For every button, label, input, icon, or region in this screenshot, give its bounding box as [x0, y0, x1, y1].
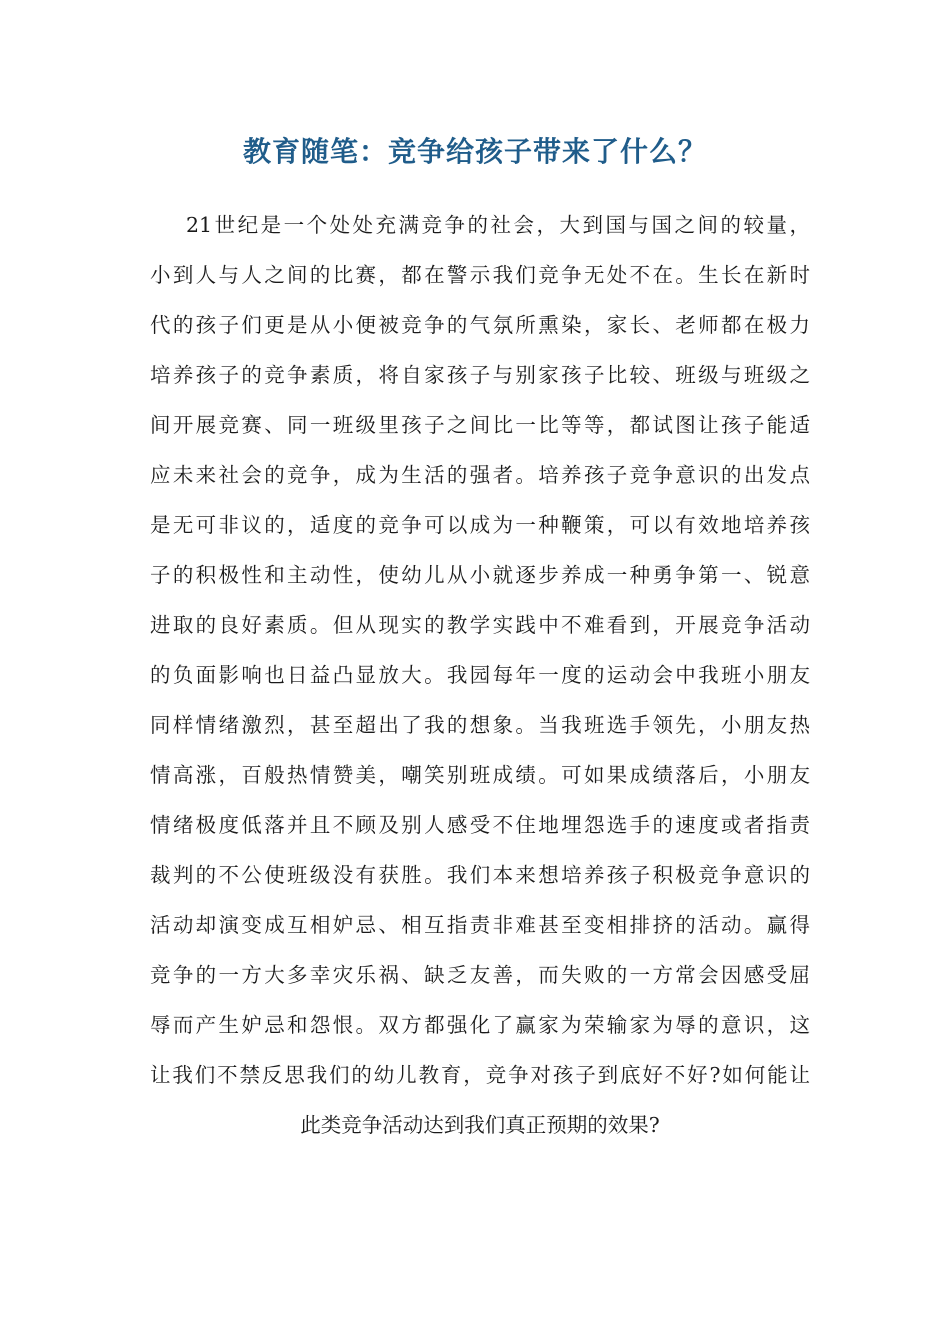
body-line: 小到人与人之间的比赛，都在警示我们竞争无处不在。生长在新时	[150, 263, 810, 287]
body-line: 此类竞争活动达到我们真正预期的效果?	[300, 1113, 660, 1137]
body-line: 辱而产生妒忌和怨恨。双方都强化了赢家为荣输家为辱的意识，这	[150, 1013, 810, 1037]
body-line: 让我们不禁反思我们的幼儿教育，竞争对孩子到底好不好?如何能让	[150, 1063, 810, 1087]
body-line: 间开展竞赛、同一班级里孩子之间比一比等等，都试图让孩子能适	[150, 413, 810, 437]
body-line: 同样情绪激烈，甚至超出了我的想象。当我班选手领先，小朋友热	[150, 713, 810, 737]
body-line: 培养孩子的竞争素质，将自家孩子与别家孩子比较、班级与班级之	[150, 363, 810, 387]
body-line: 情高涨，百般热情赞美，嘲笑别班成绩。可如果成绩落后，小朋友	[150, 763, 810, 787]
body-line: 进取的良好素质。但从现实的教学实践中不难看到，开展竞争活动	[150, 613, 810, 637]
body-line: 应未来社会的竞争，成为生活的强者。培养孩子竞争意识的出发点	[150, 463, 810, 487]
document-title: 教育随笔：竞争给孩子带来了什么？	[242, 135, 707, 168]
body-line: 是无可非议的，适度的竞争可以成为一种鞭策，可以有效地培养孩	[150, 513, 810, 537]
body-line: 的负面影响也日益凸显放大。我园每年一度的运动会中我班小朋友	[150, 663, 810, 687]
body-line: 裁判的不公使班级没有获胜。我们本来想培养孩子积极竞争意识的	[150, 863, 810, 887]
body-line: 活动却演变成互相妒忌、相互指责非难甚至变相排挤的活动。赢得	[150, 913, 810, 937]
body-line: 21世纪是一个处处充满竞争的社会，大到国与国之间的较量，	[186, 213, 810, 237]
body-line: 代的孩子们更是从小便被竞争的气氛所熏染，家长、老师都在极力	[150, 313, 810, 337]
body-line: 情绪极度低落并且不顾及别人感受不住地埋怨选手的速度或者指责	[150, 813, 810, 837]
document-body	[150, 205, 810, 1155]
body-line: 子的积极性和主动性，使幼儿从小就逐步养成一种勇争第一、锐意	[150, 563, 810, 587]
body-line: 竞争的一方大多幸灾乐祸、缺乏友善，而失败的一方常会因感受屈	[150, 963, 810, 987]
